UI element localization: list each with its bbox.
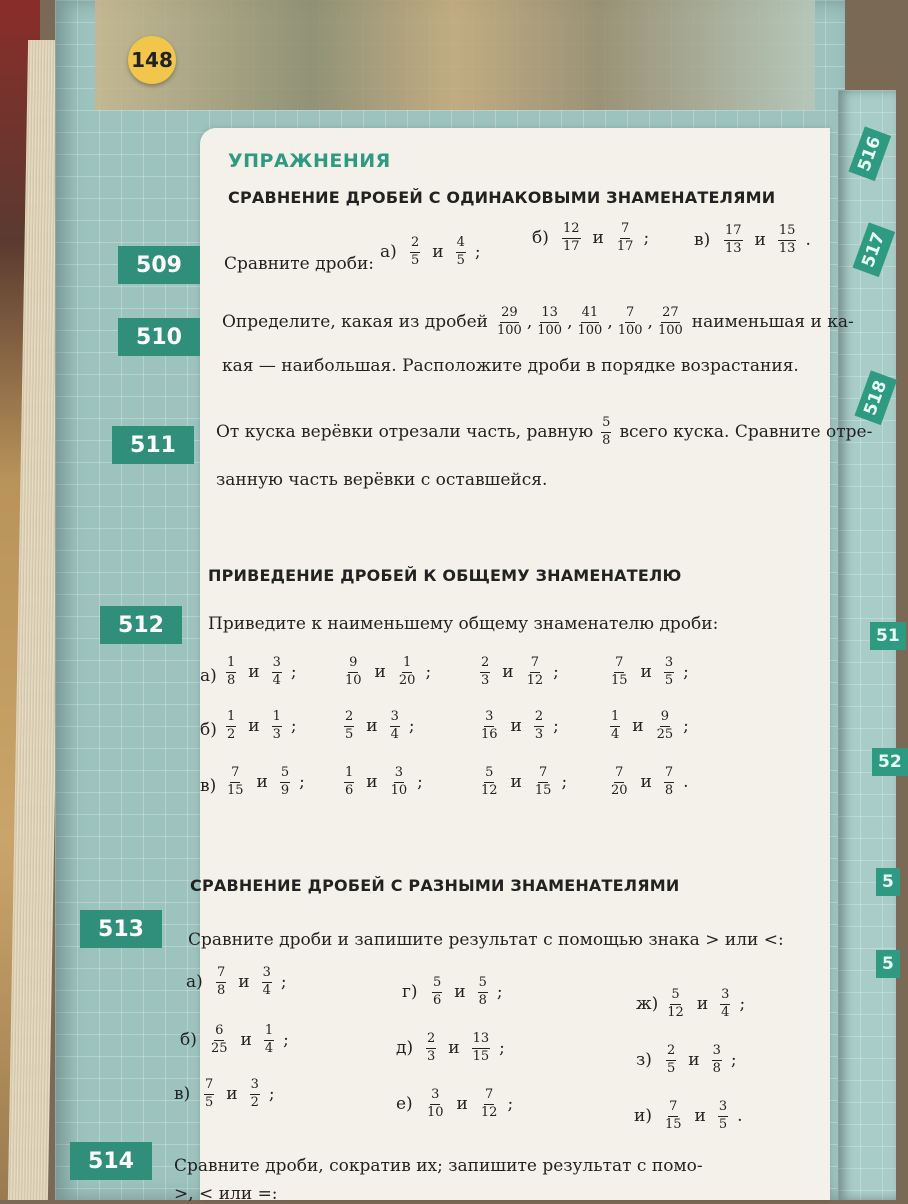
fraction-numerator: 7 [230, 766, 240, 783]
fraction-denominator: 5 [456, 252, 465, 268]
comparison-item [402, 976, 503, 1009]
exercise-510-text-before: Определите, какая из дробей [222, 312, 489, 333]
conjunction: и [226, 1084, 238, 1105]
conjunction: и [754, 230, 766, 251]
item-terminator: ; [290, 662, 297, 683]
item-terminator: ; [268, 1084, 275, 1105]
exercise-511-line1 [216, 416, 872, 449]
fraction [226, 766, 245, 799]
item-terminator: ; [507, 1094, 514, 1115]
fraction-numerator: 7 [664, 766, 674, 783]
fraction-numerator: 12 [562, 222, 581, 239]
fraction-denominator: 8 [664, 782, 674, 798]
exercise-number-513: 513 [80, 910, 162, 948]
fraction-denominator: 5 [205, 1094, 214, 1110]
fraction-numerator: 5 [478, 976, 488, 993]
exercise-513-text: Сравните дроби и запишите результат с помощью знака > или <: [188, 930, 784, 950]
conjunction: и [454, 982, 466, 1003]
section-title-different-denominators: СРАВНЕНИЕ ДРОБЕЙ С РАЗНЫМИ ЗНАМЕНАТЕЛЯМИ [190, 876, 680, 895]
fraction [410, 236, 420, 269]
comparison-item [180, 1024, 289, 1057]
comparison-item [634, 1100, 743, 1133]
fraction-denominator: 20 [398, 672, 416, 688]
fraction-denominator: 17 [616, 238, 634, 254]
comparison-item [478, 766, 567, 799]
conjunction: и [502, 662, 514, 683]
comparison-item [532, 222, 649, 255]
fraction-numerator: 3 [720, 988, 730, 1005]
fraction-denominator: 2 [227, 726, 236, 742]
conjunction: и [366, 772, 378, 793]
comparison-item [380, 236, 481, 269]
exercise-509-text: Сравните дроби: [224, 254, 375, 274]
exercise-510-line1 [222, 306, 854, 339]
comparison-item [478, 656, 559, 689]
fraction-numerator: 7 [668, 1100, 678, 1117]
fraction [204, 1078, 214, 1111]
fraction-numerator: 2 [534, 710, 544, 727]
fraction [664, 766, 674, 799]
comma: , [607, 312, 613, 333]
fraction [664, 1100, 683, 1133]
conjunction: и [592, 228, 604, 249]
fraction-numerator: 7 [216, 966, 226, 983]
side-tab-5a: 5 [876, 868, 900, 896]
item-terminator: ; [280, 972, 287, 993]
fraction-numerator: 7 [538, 766, 548, 783]
fraction-numerator: 3 [430, 1088, 440, 1105]
item-terminator: ; [299, 772, 305, 793]
fraction-numerator: 6 [214, 1024, 224, 1041]
exercise-number-514: 514 [70, 1142, 152, 1180]
fraction [496, 306, 523, 339]
fraction-denominator: 5 [664, 672, 674, 688]
comparison-item [396, 1032, 505, 1065]
comparison-item [608, 656, 689, 689]
item-terminator: ; [553, 716, 559, 737]
fraction-denominator: 3 [481, 672, 490, 688]
fraction [666, 1044, 676, 1077]
fraction-denominator: 15 [665, 1116, 682, 1132]
fraction-numerator: 1 [226, 656, 236, 673]
fraction-numerator: 3 [484, 710, 494, 727]
comparison-item [608, 710, 689, 743]
fraction-denominator: 16 [481, 726, 498, 742]
fraction-denominator: 20 [611, 782, 628, 798]
fraction-numerator: 5 [484, 766, 494, 783]
fraction-numerator: 5 [280, 766, 290, 783]
conjunction: и [432, 242, 444, 263]
header-illustration [95, 0, 815, 110]
fraction-numerator: 7 [614, 656, 624, 673]
fraction-denominator: 100 [577, 322, 603, 338]
side-tab-518: 518 [854, 371, 897, 425]
fraction-denominator: 8 [602, 432, 611, 448]
fraction-denominator: 5 [718, 1116, 728, 1132]
conjunction: и [366, 716, 378, 737]
item-terminator: ; [283, 1030, 289, 1051]
fraction-denominator: 10 [390, 782, 408, 798]
fraction-denominator: 3 [427, 1048, 436, 1064]
fraction [616, 222, 635, 255]
fraction [666, 988, 685, 1021]
exercise-510-text-after: наименьшая и ка- [691, 312, 854, 333]
side-tab-516: 516 [848, 127, 891, 181]
fraction-numerator: 3 [718, 1100, 728, 1117]
fraction-denominator: 15 [611, 672, 628, 688]
item-label: а) [186, 972, 203, 993]
fraction-denominator: 4 [611, 726, 620, 742]
fraction [778, 224, 797, 257]
item-label: и) [634, 1106, 652, 1127]
item-label: б) [532, 228, 549, 249]
fraction [272, 656, 282, 689]
comparison-item [224, 656, 297, 689]
fraction-numerator: 15 [778, 224, 797, 241]
exercise-number-510: 510 [118, 318, 200, 356]
fraction [480, 766, 499, 799]
fraction-denominator: 25 [211, 1040, 228, 1056]
item-terminator: ; [683, 716, 689, 737]
item-terminator: . [737, 1106, 743, 1127]
fraction-numerator: 3 [262, 966, 272, 983]
comparison-item [174, 1078, 275, 1111]
fraction-denominator: 15 [472, 1048, 490, 1064]
item-label: ж) [636, 994, 659, 1015]
fraction [480, 710, 499, 743]
fraction [216, 966, 226, 999]
exercise-number-509: 509 [118, 246, 200, 284]
fraction-numerator: 7 [614, 766, 624, 783]
fraction-numerator: 7 [625, 306, 635, 323]
conjunction: и [456, 1094, 468, 1115]
fraction [724, 224, 743, 257]
item-label: г) [402, 982, 418, 1003]
comparison-item [694, 224, 811, 257]
fraction-numerator: 2 [426, 1032, 436, 1049]
fraction-denominator: 12 [480, 1104, 498, 1120]
side-tab-51x: 51 [870, 622, 906, 650]
fraction-denominator: 13 [778, 240, 796, 256]
comparison-item [342, 710, 415, 743]
fraction [344, 710, 354, 743]
fraction-numerator: 3 [664, 656, 674, 673]
fraction-numerator: 1 [610, 710, 620, 727]
fraction-numerator: 4 [456, 236, 466, 253]
fraction-denominator: 2 [250, 1094, 259, 1110]
conjunction: и [248, 662, 260, 683]
fraction [657, 306, 684, 339]
fraction-denominator: 4 [264, 1040, 274, 1056]
fraction-numerator: 13 [472, 1032, 491, 1049]
fraction-denominator: 4 [390, 726, 399, 742]
comparison-item [478, 710, 559, 743]
fraction [344, 766, 354, 799]
fraction-numerator: 3 [250, 1078, 260, 1095]
fraction [480, 1088, 499, 1121]
fraction [426, 1088, 445, 1121]
comma: , [526, 312, 533, 333]
item-label: а) [380, 242, 397, 263]
exercise-510-fractions [494, 306, 686, 339]
fraction [478, 976, 488, 1009]
conjunction: и [694, 1106, 706, 1127]
item-terminator: . [805, 230, 811, 251]
exercise-514-line2: >, < или =: [174, 1184, 278, 1204]
exercise-511-text-after: всего куска. Сравните отре- [619, 422, 873, 443]
item-label: в) [694, 230, 711, 251]
fraction [390, 710, 400, 743]
item-label: д) [396, 1038, 414, 1059]
comparison-item [186, 966, 287, 999]
fraction-denominator: 3 [272, 726, 281, 742]
fraction-denominator: 8 [227, 672, 236, 688]
item-label: з) [636, 1050, 652, 1071]
fraction-numerator: 9 [348, 656, 358, 673]
fraction-numerator: 3 [390, 710, 400, 727]
fraction-numerator: 1 [344, 766, 354, 783]
comparison-item [396, 1088, 513, 1121]
row-label: в) [200, 776, 217, 796]
fraction [250, 1078, 260, 1111]
comparison-item [224, 766, 305, 799]
fraction-numerator: 3 [712, 1044, 722, 1061]
fraction-numerator: 7 [204, 1078, 214, 1095]
fraction [210, 1024, 229, 1057]
header-title: УПРАЖНЕНИЯ [228, 150, 391, 172]
item-terminator: ; [290, 716, 297, 737]
fraction-denominator: 12 [667, 1004, 684, 1020]
exercise-number-511: 511 [112, 426, 194, 464]
section-title-same-denominators: СРАВНЕНИЕ ДРОБЕЙ С ОДИНАКОВЫМИ ЗНАМЕНАТЕЛЯМИ [228, 188, 776, 207]
row-label: б) [200, 720, 217, 740]
exercise-514-text: Сравните дроби, сократив их; запишите результат с помо- [174, 1156, 703, 1176]
fraction [610, 766, 629, 799]
fraction-numerator: 41 [581, 306, 600, 323]
item-terminator: ; [408, 716, 415, 737]
item-terminator: ; [474, 242, 481, 263]
comparison-item [636, 988, 745, 1021]
fraction [226, 710, 236, 743]
item-terminator: ; [739, 994, 746, 1015]
fraction-numerator: 1 [272, 710, 282, 727]
item-terminator: . [683, 772, 689, 793]
fraction [226, 656, 236, 689]
conjunction: и [696, 994, 709, 1015]
fraction [601, 416, 611, 449]
item-label: б) [180, 1030, 197, 1051]
conjunction: и [640, 772, 652, 793]
fraction-numerator: 5 [601, 416, 611, 433]
conjunction: и [374, 662, 386, 683]
fraction-numerator: 1 [264, 1024, 274, 1041]
fraction-numerator: 5 [670, 988, 680, 1005]
fraction [576, 306, 603, 339]
fraction-numerator: 2 [344, 710, 354, 727]
fraction-denominator: 100 [617, 322, 643, 338]
fraction-denominator: 100 [657, 322, 683, 338]
fraction-numerator: 1 [226, 710, 236, 727]
fraction-numerator: 29 [500, 306, 519, 323]
comparison-item [342, 656, 431, 689]
conjunction: и [240, 1030, 252, 1051]
item-terminator: ; [499, 1038, 505, 1059]
fraction-numerator: 2 [480, 656, 490, 673]
section-title-common-denominator: ПРИВЕДЕНИЕ ДРОБЕЙ К ОБЩЕМУ ЗНАМЕНАТЕЛЮ [208, 566, 682, 585]
fraction [536, 306, 563, 339]
conjunction: и [238, 972, 250, 993]
conjunction: и [632, 716, 644, 737]
fraction [720, 988, 730, 1021]
fraction-numerator: 7 [620, 222, 630, 239]
fraction-denominator: 5 [667, 1060, 676, 1076]
exercise-511-fraction [599, 416, 613, 449]
fraction [432, 976, 442, 1009]
fraction [472, 1032, 491, 1065]
fraction-denominator: 5 [411, 252, 420, 268]
fraction-denominator: 6 [433, 992, 442, 1008]
conjunction: и [256, 772, 268, 793]
fraction [262, 966, 272, 999]
conjunction: и [248, 716, 260, 737]
side-tab-517: 517 [852, 223, 895, 277]
conjunction: и [448, 1038, 460, 1059]
fraction [390, 766, 409, 799]
fraction-denominator: 100 [537, 322, 563, 338]
conjunction: и [510, 772, 522, 793]
item-terminator: ; [561, 772, 568, 793]
item-label: е) [396, 1094, 413, 1115]
fraction-numerator: 3 [394, 766, 404, 783]
fraction-denominator: 100 [497, 322, 522, 338]
exercise-512-text: Приведите к наименьшему общему знаменателю дроби: [208, 614, 719, 634]
fraction [656, 710, 675, 743]
fraction [610, 656, 629, 689]
conjunction: и [688, 1050, 700, 1071]
fraction-numerator: 2 [666, 1044, 676, 1061]
item-terminator: ; [553, 662, 559, 683]
fraction [534, 766, 553, 799]
row-label: а) [200, 666, 217, 686]
exercise-511-line2: занную часть верёвки с оставшейся. [216, 470, 548, 490]
comparison-item [636, 1044, 737, 1077]
fraction [480, 656, 490, 689]
fraction-denominator: 12 [526, 672, 544, 688]
fraction [562, 222, 581, 255]
fraction [526, 656, 545, 689]
fraction-numerator: 1 [402, 656, 412, 673]
comma: , [647, 312, 653, 333]
fraction-denominator: 15 [534, 782, 552, 798]
fraction-denominator: 10 [345, 672, 362, 688]
fraction-denominator: 12 [481, 782, 498, 798]
fraction-denominator: 8 [712, 1060, 721, 1076]
fraction-denominator: 4 [272, 672, 281, 688]
fraction-numerator: 3 [272, 656, 282, 673]
fraction-denominator: 10 [427, 1104, 444, 1120]
item-label: в) [174, 1084, 191, 1105]
item-terminator: ; [643, 228, 650, 249]
exercise-number-512: 512 [100, 606, 182, 644]
exercise-510-line2: кая — наибольшая. Расположите дроби в порядке возрастания. [222, 356, 799, 376]
exercise-511-text-before: От куска верёвки отрезали часть, равную [216, 422, 594, 443]
fraction [456, 236, 466, 269]
item-terminator: ; [417, 772, 423, 793]
fraction-numerator: 13 [540, 306, 559, 323]
fraction-numerator: 7 [530, 656, 540, 673]
fraction [610, 710, 620, 743]
fraction-numerator: 17 [724, 224, 743, 241]
comma: , [567, 312, 573, 333]
fraction-denominator: 3 [534, 726, 544, 742]
fraction-denominator: 8 [217, 982, 226, 998]
fraction [344, 656, 363, 689]
item-terminator: ; [683, 662, 689, 683]
fraction-numerator: 2 [410, 236, 420, 253]
fraction-denominator: 4 [721, 1004, 730, 1020]
fraction-numerator: 5 [432, 976, 442, 993]
conjunction: и [640, 662, 652, 683]
fraction-denominator: 25 [656, 726, 674, 742]
item-terminator: ; [730, 1050, 737, 1071]
fraction-denominator: 13 [725, 240, 742, 256]
item-terminator: ; [425, 662, 432, 683]
fraction [664, 656, 674, 689]
fraction [426, 1032, 436, 1065]
fraction [398, 656, 417, 689]
fraction-numerator: 27 [661, 306, 680, 323]
fraction-numerator: 7 [484, 1088, 494, 1105]
item-terminator: ; [496, 982, 503, 1003]
fraction [617, 306, 644, 339]
comparison-item [608, 766, 689, 799]
fraction-denominator: 8 [478, 992, 487, 1008]
fraction-denominator: 9 [280, 782, 290, 798]
side-tab-52x: 52 [872, 748, 908, 776]
fraction [534, 710, 544, 743]
side-tab-5b: 5 [876, 950, 900, 978]
fraction-denominator: 6 [345, 782, 354, 798]
fraction [264, 1024, 274, 1057]
fraction-denominator: 15 [227, 782, 244, 798]
fraction [272, 710, 282, 743]
fraction-denominator: 4 [262, 982, 271, 998]
conjunction: и [510, 716, 522, 737]
fraction-denominator: 5 [345, 726, 354, 742]
fraction-denominator: 17 [563, 238, 580, 254]
comparison-item [342, 766, 423, 799]
fraction [712, 1044, 722, 1077]
fraction-numerator: 9 [660, 710, 670, 727]
fraction [280, 766, 290, 799]
comparison-item [224, 710, 297, 743]
fraction [718, 1100, 728, 1133]
page-number: 148 [128, 36, 176, 84]
